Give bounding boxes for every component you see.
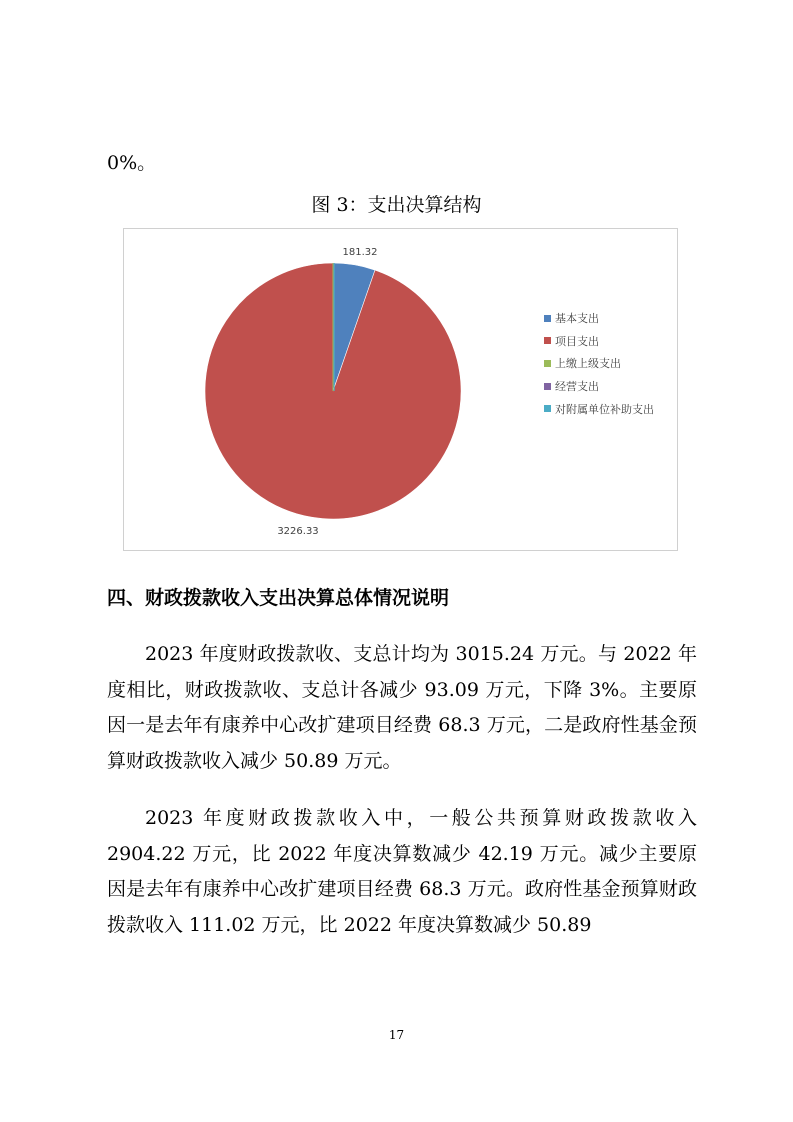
page-number: 17: [388, 1028, 405, 1042]
figure-caption: 图 3：支出决算结构: [311, 194, 482, 216]
legend-label: 基本支出: [555, 312, 599, 326]
legend-swatch: [544, 337, 551, 344]
legend-item-operating: [544, 375, 654, 398]
paragraph-1: 2023 年度财政拨款收、支总计均为 3015.24 万元。与 2022 年度相比，财政拨款收、支总计各减少 93.09 万元，下降 3%。主要原因一是去年有康养中心改扩建项目经费 68.3 万元，二是政府性基金预算财政拨款收入减少 50.89 万元。: [107, 643, 697, 772]
legend-swatch: [544, 405, 551, 412]
legend-item-subsidy: [544, 397, 654, 420]
legend-item-remit: [544, 352, 654, 375]
legend-label: 项目支出: [555, 334, 599, 348]
paragraph-2: 2023 年度财政拨款收入中，一般公共预算财政拨款收入 2904.22 万元，比 2022 年度决算数减少 42.19 万元。减少主要原因是去年有康养中心改扩建项目经费 68.3 万元。政府性基金预算财政拨款收入 111.02 万元，比 2022 年度决算数减少 50.89: [107, 807, 697, 936]
pie-data-label: 3226.33: [277, 526, 319, 537]
legend-swatch: [544, 360, 551, 367]
pie-data-label: 181.32: [342, 247, 378, 258]
legend-label: 对附属单位补助支出: [555, 402, 654, 416]
legend-label: 经营支出: [555, 380, 599, 394]
section-heading: 四、财政拨款收入支出决算总体情况说明: [107, 587, 450, 609]
legend-item-project: [544, 330, 654, 353]
legend-item-basic: [544, 307, 654, 330]
legend-swatch: [544, 315, 551, 322]
chart-legend: [544, 307, 654, 420]
legend-label: 上缴上级支出: [555, 357, 621, 371]
continuation-text: 0%。: [107, 152, 157, 174]
legend-swatch: [544, 383, 551, 390]
pie-chart: [123, 228, 678, 551]
